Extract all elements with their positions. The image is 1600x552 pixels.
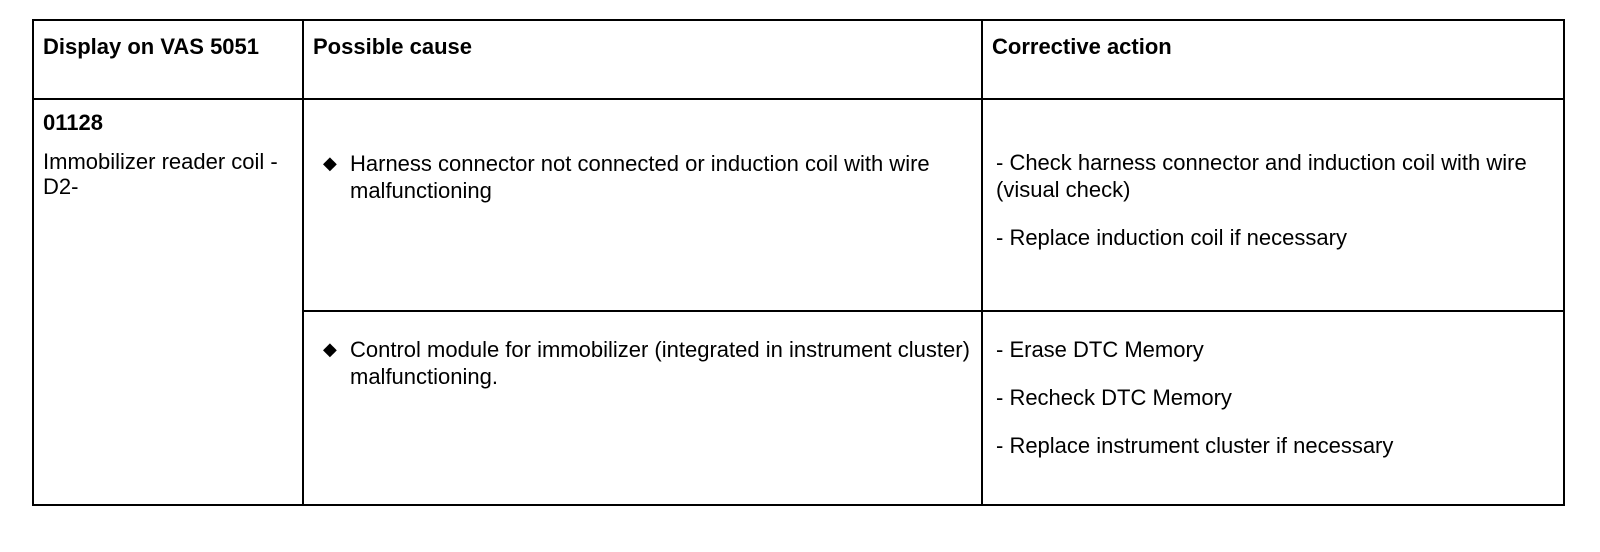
- header-action-cell: [982, 20, 1564, 99]
- fault-description: Immobilizer reader coil -D2-: [43, 149, 278, 199]
- dtc-table: [32, 19, 1565, 506]
- action-item: - Replace induction coil if necessary: [996, 225, 1347, 250]
- fault-cell: [33, 99, 303, 505]
- cause-text: Control module for immobilizer (integrated in instrument cluster) malfunctioning.: [350, 337, 970, 389]
- cause-cell: [303, 99, 982, 311]
- action-item: - Erase DTC Memory: [996, 337, 1204, 362]
- cause-item: [304, 100, 981, 204]
- action-list: [983, 100, 1563, 251]
- diamond-bullet-icon: ◆: [323, 339, 337, 359]
- action-list: [983, 312, 1563, 459]
- header-cause: Possible cause: [313, 34, 472, 59]
- action-item: - Replace instrument cluster if necessary: [996, 433, 1394, 458]
- table-row: [33, 99, 1564, 311]
- cause-item: [304, 312, 981, 390]
- header-row: [33, 20, 1564, 99]
- action-item: - Check harness connector and induction coil with wire (visual check): [996, 150, 1527, 202]
- cause-cell: [303, 311, 982, 505]
- header-cause-cell: [303, 20, 982, 99]
- header-action: Corrective action: [992, 34, 1172, 59]
- action-cell: [982, 99, 1564, 311]
- action-cell: [982, 311, 1564, 505]
- action-item: - Recheck DTC Memory: [996, 385, 1232, 410]
- fault-code: 01128: [43, 110, 103, 135]
- cause-text: Harness connector not connected or induction coil with wire malfunctioning: [350, 151, 930, 203]
- diamond-bullet-icon: ◆: [323, 153, 337, 173]
- header-display: Display on VAS 5051: [43, 34, 260, 59]
- header-display-cell: [33, 20, 303, 99]
